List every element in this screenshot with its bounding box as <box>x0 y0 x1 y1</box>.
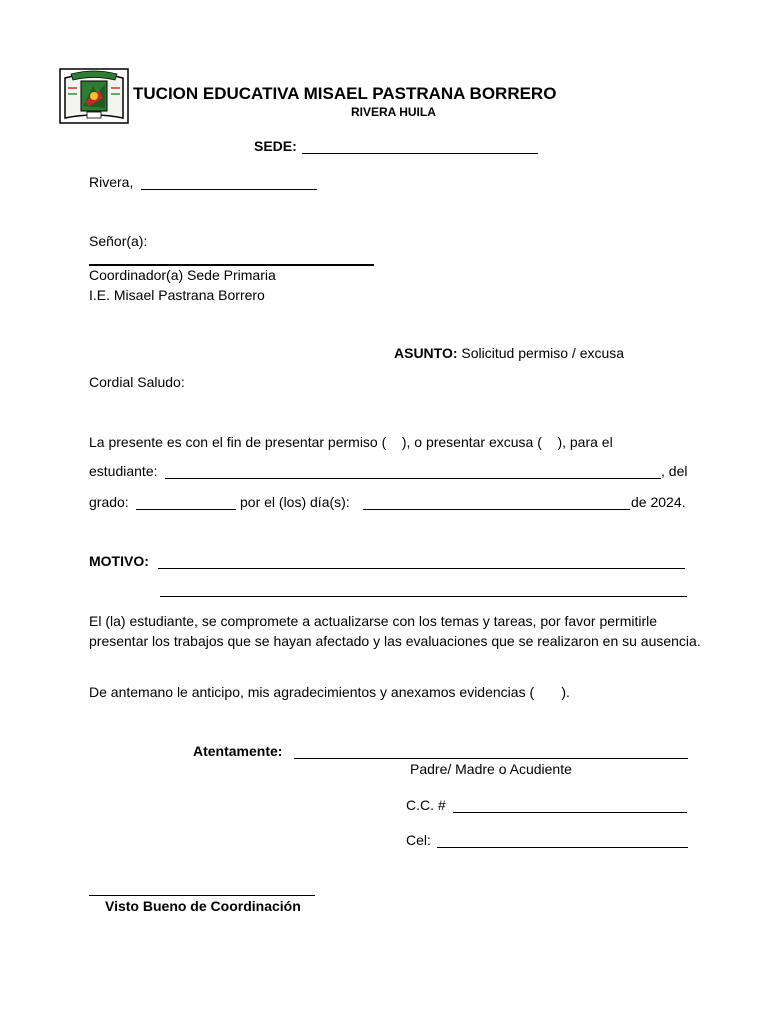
subject-text: Solicitud permiso / excusa <box>461 345 625 361</box>
grade-label: grado: <box>89 494 129 510</box>
school-crest-icon <box>59 68 129 124</box>
signature-role: Padre/ Madre o Acudiente <box>410 761 572 777</box>
greeting: Cordial Saludo: <box>89 374 185 390</box>
grade-field[interactable] <box>136 509 236 510</box>
motivo-field-line-1[interactable] <box>158 568 685 569</box>
cc-field[interactable] <box>453 812 687 813</box>
date-label: Rivera, <box>89 174 134 190</box>
cel-field[interactable] <box>437 847 688 848</box>
thanks-paragraph: De antemano le anticipo, mis agradecimientos y anexamos evidencias ( ). <box>89 684 570 700</box>
motivo-field-line-2[interactable] <box>160 596 687 597</box>
motivo-label: MOTIVO: <box>89 553 149 569</box>
salutation: Señor(a): <box>89 233 148 249</box>
year-suffix: de 2024. <box>631 494 686 510</box>
student-label: estudiante: <box>89 463 158 479</box>
school-city: RIVERA HUILA <box>351 105 436 119</box>
days-field[interactable] <box>363 509 630 510</box>
cc-label: C.C. # <box>406 797 446 813</box>
recipient-name-field[interactable] <box>89 264 374 266</box>
recipient-institution: I.E. Misael Pastrana Borrero <box>89 287 265 303</box>
cel-label: Cel: <box>406 832 431 848</box>
commitment-paragraph: El (la) estudiante, se compromete a actualizarse con los temas y tareas, por favor permitirle presentar los trabajos que se hayan afectado y las evaluaciones que se realizaron en su ausencia. <box>89 613 701 649</box>
school-name: TUCION EDUCATIVA MISAEL PASTRANA BORRERO <box>133 84 557 103</box>
approval-label: Visto Bueno de Coordinación <box>105 898 301 914</box>
subject <box>394 345 624 361</box>
signature-field[interactable] <box>294 758 688 759</box>
request-line-1: La presente es con el fin de presentar permiso ( ), o presentar excusa ( ), para el <box>89 434 613 450</box>
student-suffix: , del <box>661 463 688 479</box>
student-name-field[interactable] <box>165 478 661 479</box>
sede-label: SEDE: <box>254 138 297 154</box>
days-label: por el (los) día(s): <box>240 494 350 510</box>
sede-field[interactable] <box>302 153 538 154</box>
date-field[interactable] <box>141 189 317 190</box>
approval-signature-field[interactable] <box>89 895 315 896</box>
recipient-role: Coordinador(a) Sede Primaria <box>89 267 276 283</box>
signature-label: Atentamente: <box>193 743 283 759</box>
subject-label: ASUNTO: <box>394 345 458 361</box>
